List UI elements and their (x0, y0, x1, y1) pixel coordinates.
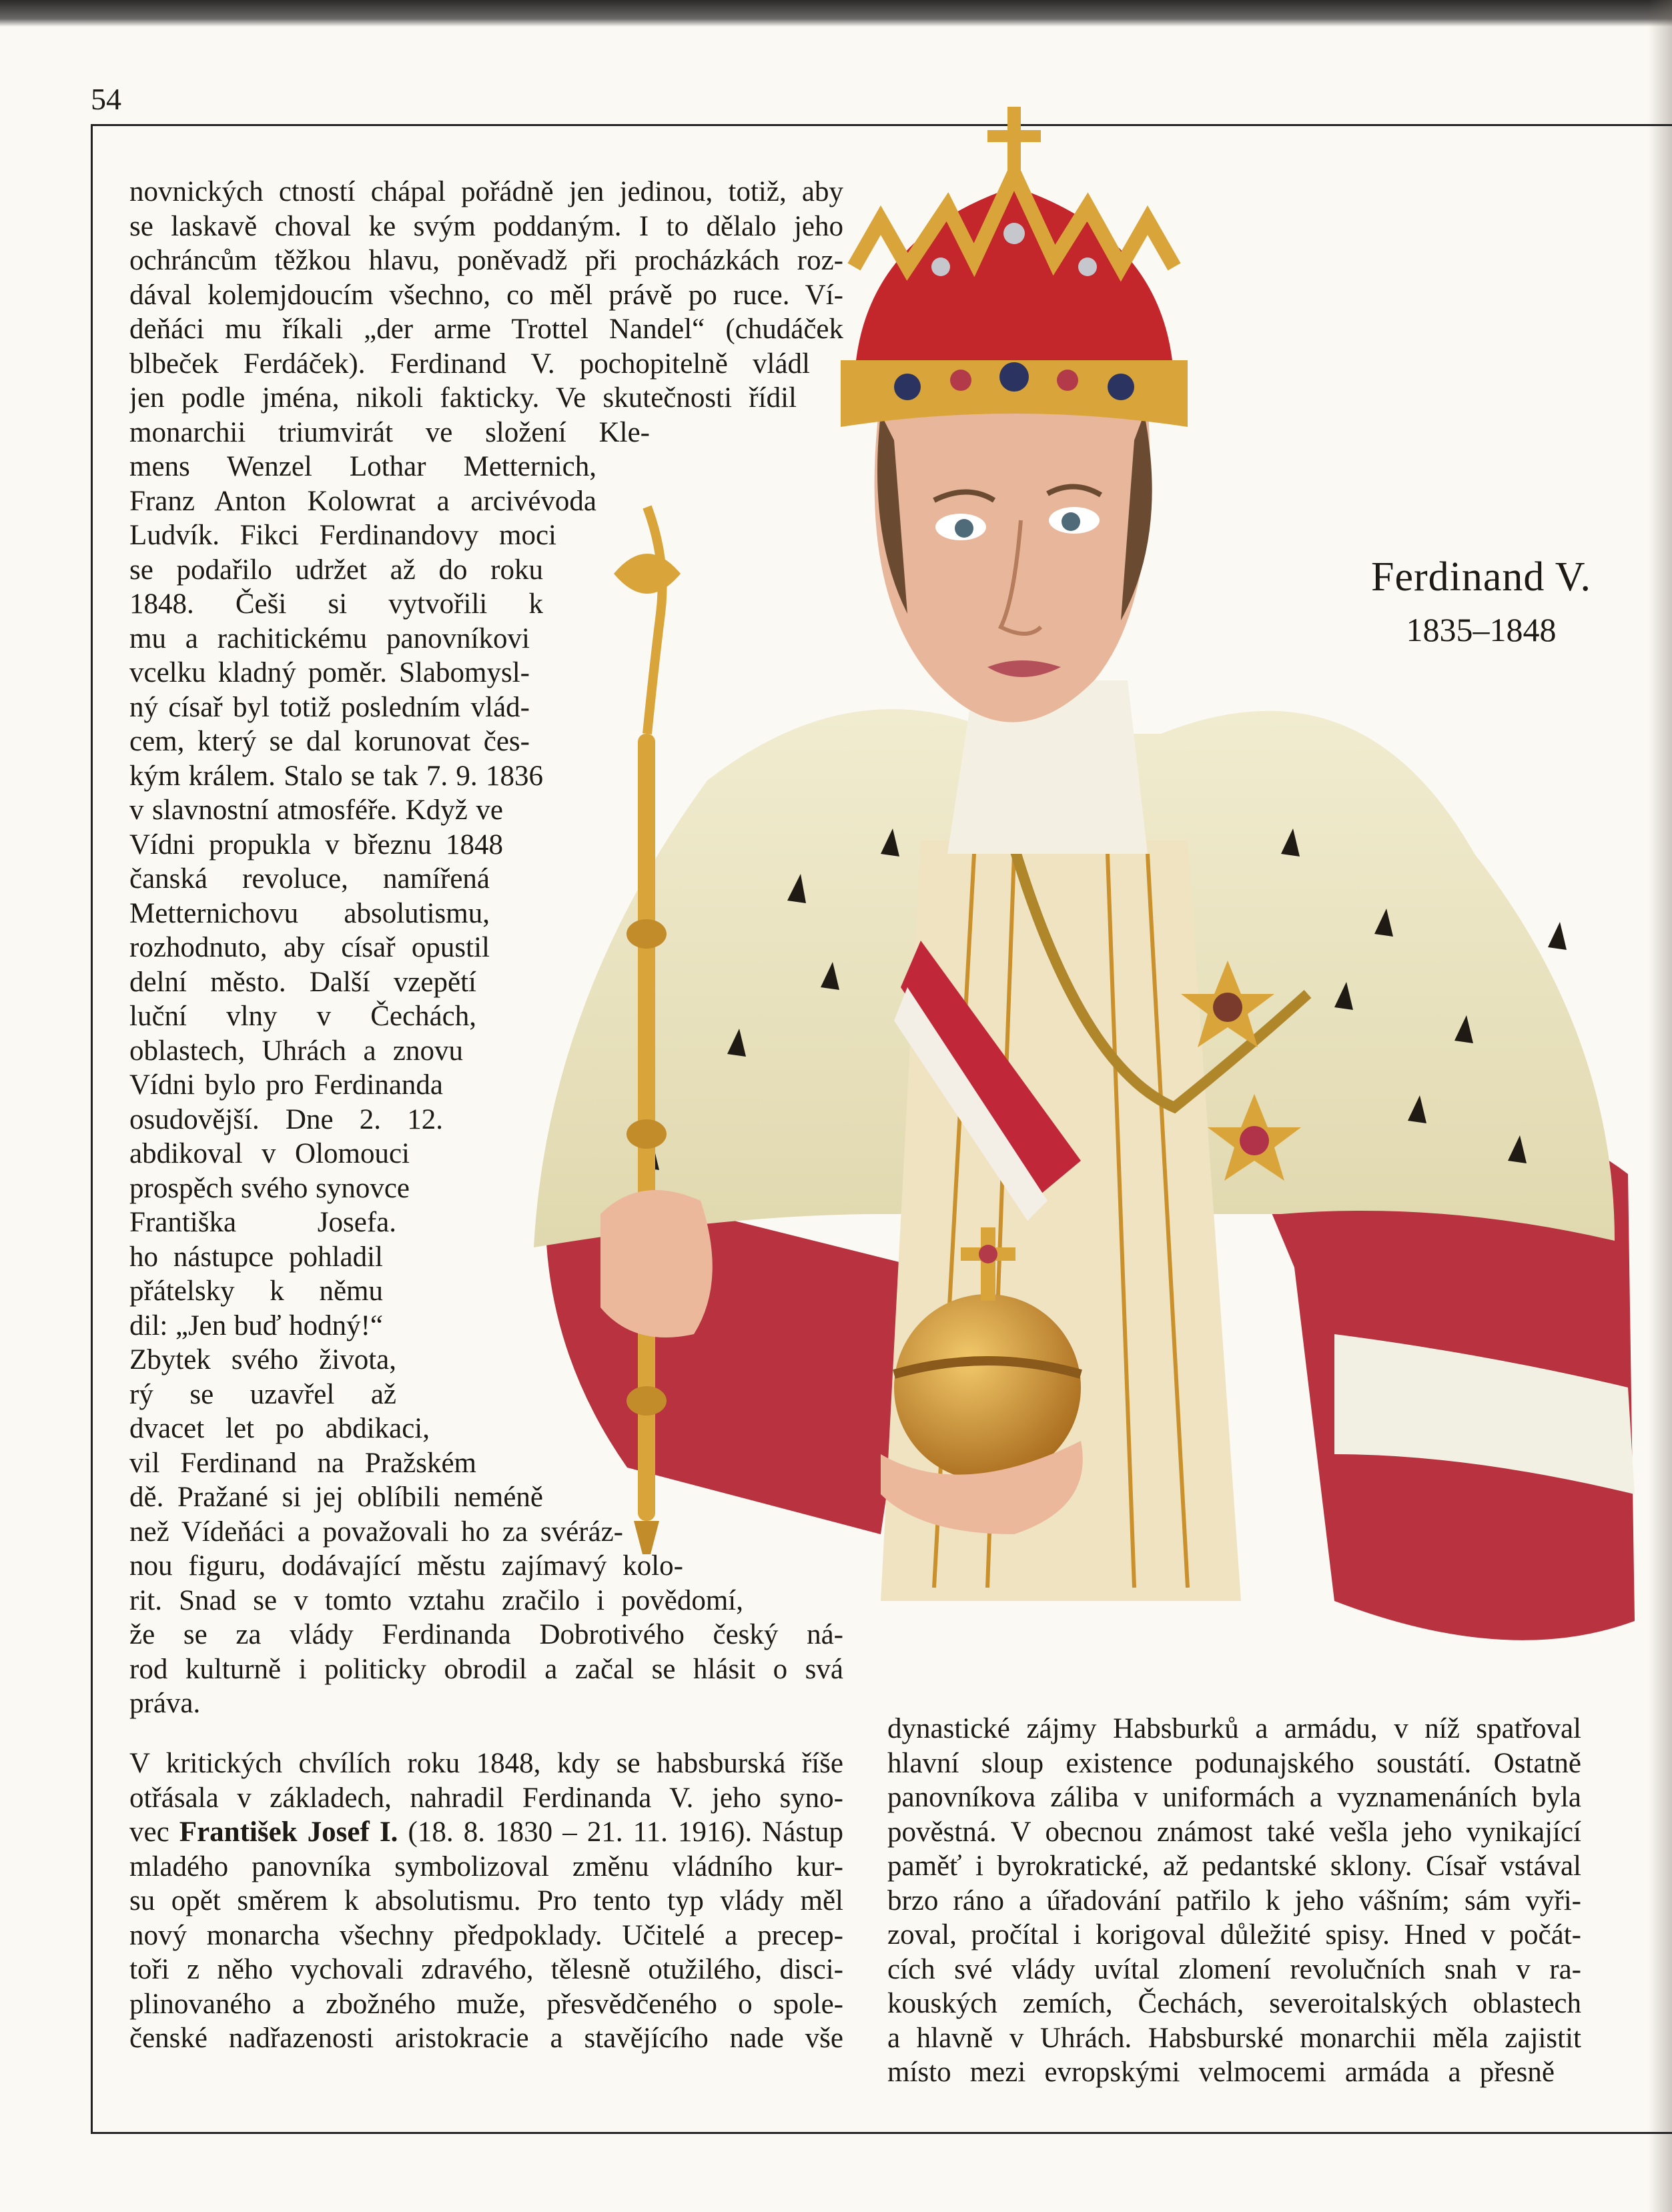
text-line: Zbytek svého života, (129, 1344, 396, 1375)
text-line: rod kulturně i politicky obrodil a začal se hlásit o svá (129, 1653, 843, 1685)
text-line: mu a rachitickému panovníkovi (129, 622, 530, 654)
portrait-reign-years: 1835–1848 (1406, 611, 1557, 648)
text-line: v slavnostní atmosféře. Když ve (129, 794, 503, 826)
text-line: vcelku kladný poměr. Slabomysl- (129, 657, 530, 688)
text-line: přátelsky k němu (129, 1275, 383, 1307)
frame-rule-left (91, 124, 93, 2132)
text-line: ochráncům těžkou hlavu, poněvadž při procházkách roz- (129, 245, 843, 276)
text-line: delní město. Další vzepětí (129, 966, 476, 998)
text-line: cích své vlády uvítal zlomení revolučních snah v ra- (887, 1953, 1581, 1985)
text-line: dvacet let po abdikaci, (129, 1413, 430, 1444)
text-line: kým králem. Stalo se tak 7. 9. 1836 (129, 760, 543, 792)
portrait-caption (1334, 554, 1628, 649)
text-line: dynastické zájmy Habsburků a armádu, v níž spatřoval (887, 1713, 1581, 1744)
text-line: dě. Pražané si jej oblíbili neméně (129, 1482, 543, 1513)
text-line: práva. (129, 1688, 201, 1719)
text-line: nový monarcha všechny předpoklady. Učitelé a precep- (129, 1919, 843, 1951)
text-line: že se za vlády Ferdinanda Dobrotivého český ná- (129, 1619, 843, 1650)
text-line: se podařilo udržet až do roku (129, 554, 543, 586)
text-run: vec (129, 1816, 179, 1848)
text-line: Františka Josefa. (129, 1207, 396, 1238)
text-line: osudovější. Dne 2. 12. (129, 1103, 443, 1135)
text-line: rozhodnuto, aby císař opustil (129, 932, 490, 963)
page-number: 54 (91, 82, 121, 116)
text-line: Franz Anton Kolowrat a arcivévoda (129, 485, 596, 517)
text-line: oblastech, Uhrách a znovu (129, 1035, 463, 1067)
text-line: se laskavě choval ke svým poddaným. I to dělalo jeho (129, 210, 843, 242)
text-line: blbeček Ferdáček). Ferdinand V. pochopitelně vládl (129, 348, 810, 380)
text-line: panovníkova záliba v uniformách a vyznamenáních byla (887, 1782, 1581, 1813)
text-line: novnických ctností chápal pořádně jen jedinou, totiž, aby (129, 176, 843, 207)
text-line: luční vlny v Čechách, (129, 1001, 476, 1032)
text-line: a hlavně v Uhrách. Habsburské monarchii měla zajistit (887, 2022, 1581, 2054)
page-gutter-shadow (1648, 0, 1672, 2212)
text-line: kouských zemích, Čechách, severoitalských oblastech (887, 1988, 1581, 2019)
scan-edge-shadow (0, 0, 1672, 27)
text-line: ho nástupce pohladil (129, 1241, 383, 1273)
text-line: Ludvík. Fikci Ferdinandovy moci (129, 520, 556, 551)
text-line: Metternichovu absolutismu, (129, 897, 490, 929)
text-line: 1848. Češi si vytvořili k (129, 588, 543, 620)
emphasized-name: František Josef I. (179, 1816, 398, 1848)
text-line: deňáci mu říkali „der arme Trottel Nandel“ (chudáček (129, 314, 843, 345)
text-line: Vídni bylo pro Ferdinanda (129, 1069, 443, 1101)
text-line: prospěch svého synovce (129, 1172, 410, 1204)
text-line: dával kolemjdoucím všechno, co měl právě po ruce. Ví- (129, 279, 843, 311)
text-line: zoval, pročítal i korigoval důležité spisy. Hned v počát- (887, 1919, 1581, 1951)
text-line: čanská revoluce, namířená (129, 863, 490, 895)
text-line: plinovaného a zbožného muže, přesvědčeného o spole- (129, 1988, 843, 2020)
text-line: V kritických chvílích roku 1848, kdy se habsburská říše (129, 1748, 843, 1779)
text-line: místo mezi evropskými velmocemi armáda a přesně (887, 2057, 1555, 2088)
text-line: pověstná. V obecnou známost také vešla jeho vynikající (887, 1816, 1581, 1848)
text-line: abdikoval v Olomouci (129, 1138, 410, 1169)
text-line: mladého panovníka symbolizoval změnu vládního kur- (129, 1850, 843, 1882)
text-line: cem, který se dal korunovat čes- (129, 726, 530, 757)
text-line: monarchii triumvirát ve složení Kle- (129, 416, 650, 448)
text-run: (18. 8. 1830 – 21. 11. 1916). Nástup (398, 1816, 843, 1848)
text-line: brzo ráno a úřadování patřilo k jeho vášním; sám vyři- (887, 1884, 1581, 1916)
text-line: ný císař byl totiž posledním vlád- (129, 691, 530, 723)
text-line: než Vídeňáci a považovali ho za svéráz- (129, 1516, 623, 1548)
text-line: mens Wenzel Lothar Metternich, (129, 451, 596, 482)
text-line: Vídni propukla v březnu 1848 (129, 828, 503, 861)
text-line: hlavní sloup existence podunajského soustátí. Ostatně (887, 1747, 1581, 1779)
text-line: toři z něho vychovali zdravého, tělesně otužilého, disci- (129, 1954, 843, 1985)
text-line: rý se uzavřel až (129, 1378, 396, 1410)
text-line: jen podle jména, nikoli fakticky. Ve skutečnosti řídil (129, 382, 797, 414)
text-line (129, 1815, 843, 1849)
text-line: nou figuru, dodávající městu zajímavý kolo- (129, 1550, 683, 1582)
frame-rule-bottom (91, 2132, 1672, 2134)
text-line: vil Ferdinand na Pražském (129, 1447, 476, 1479)
text-line: dil: „Jen buď hodný!“ (129, 1309, 383, 1341)
text-line: otřásala v základech, nahradil Ferdinanda V. jeho syno- (129, 1782, 843, 1814)
text-line: paměť i byrokratické, až pedantské sklony. Císař vstával (887, 1850, 1581, 1882)
portrait-name: Ferdinand V. (1370, 554, 1592, 600)
crown (841, 107, 1188, 427)
text-line: rit. Snad se v tomto vztahu zračilo i povědomí, (129, 1584, 743, 1616)
text-line: su opět směrem k absolutismu. Pro tento typ vlády měl (129, 1885, 843, 1916)
text-line: čenské nadřazenosti aristokracie a stavějícího nade vše (129, 2023, 843, 2054)
